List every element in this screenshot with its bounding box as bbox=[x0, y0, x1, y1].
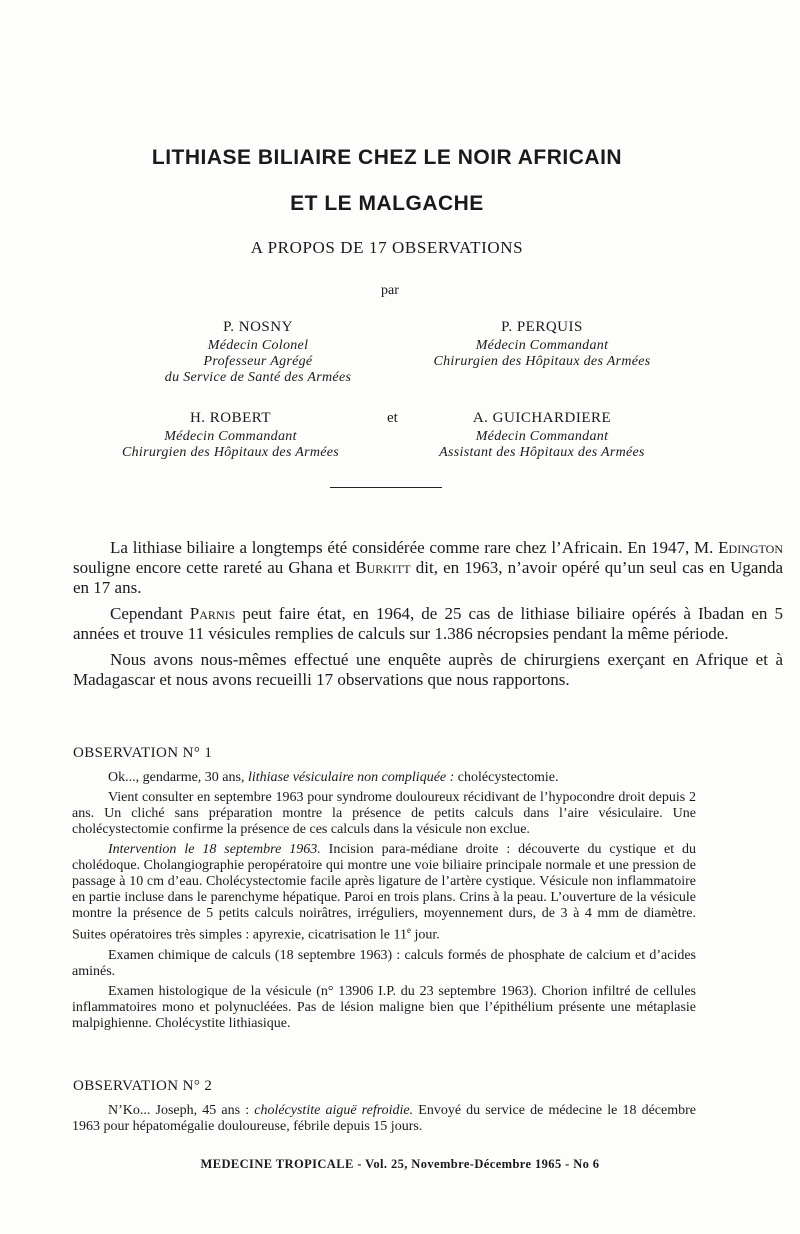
title-divider bbox=[330, 487, 442, 488]
author-role: du Service de Santé des Armées bbox=[164, 370, 352, 385]
author-reference: Parnis bbox=[189, 604, 236, 623]
observation-1-heading: OBSERVATION N° 1 bbox=[73, 745, 213, 761]
intro-paragraph-3: Nous avons nous-mêmes effectué une enquête auprès de chirurgiens exerçant en Afrique et à Madagascar et nous avons recueilli 17 observations que nous rapportons. bbox=[73, 650, 783, 689]
observation-1-body bbox=[72, 770, 696, 1032]
obs1-paragraph-5: Examen histologique de la vésicule (n° 13906 I.P. du 23 septembre 1963). Chorion infiltré de cellules inflammatoires mono et polynucléées. Pas de lésion maligne bien que l’épithélium présente une métaplasie malpighienne. Cholécystite lithiasique. bbox=[72, 983, 696, 1031]
obs2-paragraph-1: N’Ko... Joseph, 45 ans : cholécystite aiguë refroidie. Envoyé du service de médecine le 18 décembre 1963 pour hépatomégalie douloureuse, fébrile depuis 15 jours. bbox=[72, 1103, 696, 1134]
observation-2-heading: OBSERVATION N° 2 bbox=[73, 1078, 213, 1094]
intro-paragraph-2: Cependant Parnis peut faire état, en 1964, de 25 cas de lithiase biliaire opérés à Ibadan en 5 années et trouve 11 vésicules remplies de calculs sur 1.386 nécropsies pendant la même période. bbox=[73, 604, 783, 643]
author-name: A. GUICHARDIERE bbox=[472, 410, 612, 426]
author-reference: Burkitt bbox=[355, 558, 411, 577]
journal-footer: MEDECINE TROPICALE - Vol. 25, Novembre-Décembre 1965 - No 6 bbox=[200, 1157, 600, 1171]
author-role: Chirurgien des Hôpitaux des Armées bbox=[433, 354, 651, 369]
author-role: Médecin Colonel bbox=[207, 338, 309, 353]
intro-paragraph-1: La lithiase biliaire a longtemps été considérée comme rare chez l’Africain. En 1947, M. Edington souligne encore cette rareté au Ghana et Burkitt dit, en 1963, n’avoir opéré qu’un seul cas en Uganda en 17 ans. bbox=[73, 538, 783, 597]
author-role: Médecin Commandant bbox=[164, 429, 297, 444]
obs1-paragraph-1: Ok..., gendarme, 30 ans, lithiase vésiculaire non compliquée : cholécystectomie. bbox=[108, 770, 559, 785]
author-name: P. PERQUIS bbox=[501, 319, 583, 335]
article-title-line-1: LITHIASE BILIAIRE CHEZ LE NOIR AFRICAIN bbox=[151, 146, 623, 169]
author-role: Médecin Commandant bbox=[475, 338, 609, 353]
et-conjunction: et bbox=[387, 410, 398, 426]
observation-2-body bbox=[72, 1103, 696, 1135]
author-role: Chirurgien des Hôpitaux des Armées bbox=[121, 445, 340, 460]
author-perquis bbox=[402, 319, 682, 370]
obs1-paragraph-3: Intervention le 18 septembre 1963. Incision para-médiane droite : découverte du cystique et du cholédoque. Cholangiographie peropératoire qui montre une voie biliaire principale normale et une pression de passage à 10 cm d’eau. Cholécystectomie facile après ligature de l’artère cystique. Vésicule non inflammatoire en partie incluse dans le parenchyme hépatique. Paroi en trois plans. Crins à la peau. L’ouverture de la vésicule montre la présence de 5 petits calculs noirâtres, irréguliers, moyennement durs, de 3 à 4 mm de diamètre. Suites opératoires très simples : apyrexie, cicatrisation le 11e jour. bbox=[72, 842, 696, 943]
article-title-line-2: ET LE MALGACHE bbox=[290, 192, 484, 215]
author-nosny bbox=[98, 319, 418, 386]
author-robert bbox=[88, 410, 373, 461]
author-reference: Edington bbox=[718, 538, 783, 557]
obs1-paragraph-2: Vient consulter en septembre 1963 pour syndrome douloureux récidivant de l’hypocondre droit depuis 2 ans. Un cliché sans préparation montre la présence de petits calculs dans l’aire vésiculaire. Une cholécystectomie confirme la présence de ces calculs dans la vésicule non exclue. bbox=[72, 790, 696, 837]
author-guichardiere bbox=[402, 410, 682, 461]
author-role: Médecin Commandant bbox=[475, 429, 609, 444]
introduction bbox=[73, 538, 783, 690]
author-name: H. ROBERT bbox=[189, 410, 272, 426]
author-role: Assistant des Hôpitaux des Armées bbox=[439, 445, 645, 460]
author-name: P. NOSNY bbox=[223, 319, 293, 335]
author-role: Professeur Agrégé bbox=[203, 354, 313, 369]
article-subtitle: A PROPOS DE 17 OBSERVATIONS bbox=[250, 238, 524, 257]
par-label: par bbox=[381, 283, 399, 298]
obs1-paragraph-4: Examen chimique de calculs (18 septembre 1963) : calculs formés de phosphate de calcium et d’acides aminés. bbox=[72, 947, 696, 979]
